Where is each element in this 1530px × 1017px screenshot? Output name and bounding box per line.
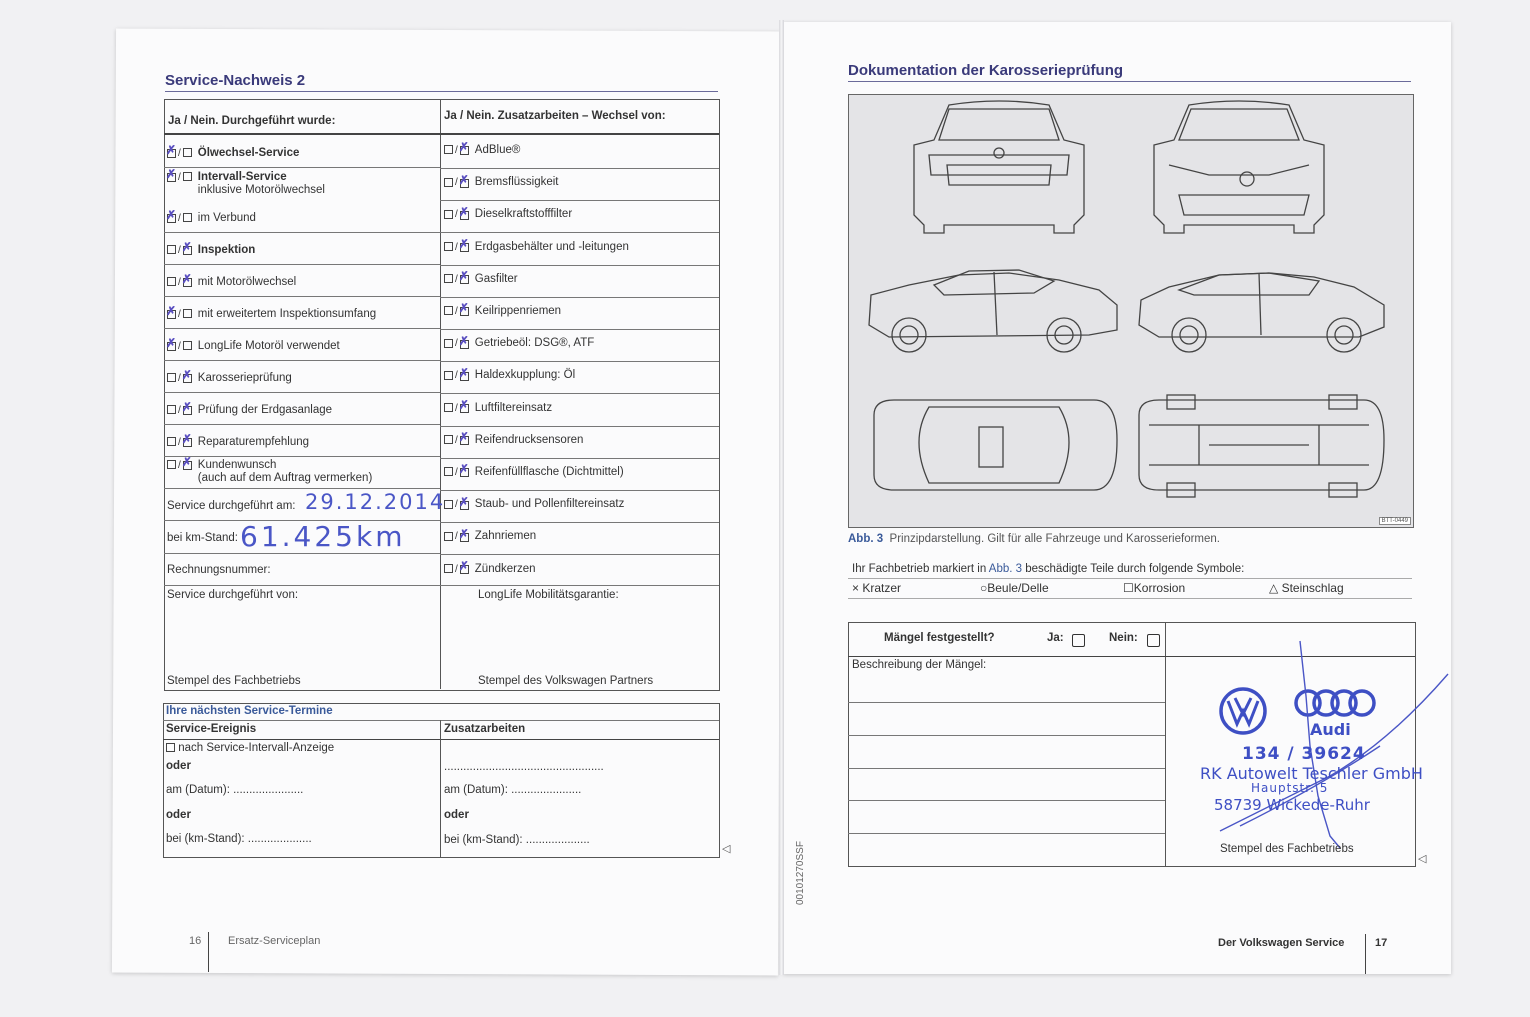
ja-checkbox[interactable] bbox=[444, 371, 453, 380]
ja-checkbox[interactable] bbox=[444, 532, 453, 541]
side-code: 00101270SSF bbox=[795, 841, 806, 905]
beschreibung-label: Beschreibung der Mängel: bbox=[852, 659, 987, 671]
right-row-label: Keilrippenriemen bbox=[474, 305, 562, 317]
car-diagram bbox=[848, 94, 1414, 528]
left-row: /✗ mit Motorölwechsel bbox=[167, 276, 296, 289]
nein-checkbox[interactable] bbox=[1147, 634, 1160, 647]
ja-checkbox[interactable] bbox=[444, 435, 453, 444]
right-row-label: Zündkerzen bbox=[474, 562, 536, 575]
stamp-street: Hauptstr. 5 bbox=[1251, 781, 1329, 795]
right-row-label: AdBlue® bbox=[474, 144, 521, 156]
invoice-label: Rechnungsnummer: bbox=[167, 564, 271, 576]
left-row: ✗/ mit erweitertem Inspektionsumfang bbox=[167, 308, 376, 321]
caption-ref: Abb. 3 bbox=[848, 533, 884, 545]
next-date-right: am (Datum): ...................... bbox=[444, 784, 582, 796]
left-row: /✗ Kundenwunsch (auch auf dem Auftrag vermerken) bbox=[167, 459, 372, 485]
nein-checkbox[interactable] bbox=[460, 500, 469, 509]
ja-checkbox[interactable] bbox=[167, 341, 176, 350]
right-row-label: Gasfilter bbox=[474, 272, 518, 285]
right-row: /✗ Keilrippenriemen bbox=[444, 305, 561, 317]
nein-checkbox[interactable] bbox=[460, 339, 469, 348]
nein-checkbox[interactable] bbox=[460, 274, 469, 283]
nein-checkbox[interactable] bbox=[460, 371, 469, 380]
left-row-label: Prüfung der Erdgasanlage bbox=[197, 404, 333, 416]
service-date-label: Service durchgeführt am: bbox=[167, 500, 296, 512]
ja-checkbox[interactable] bbox=[167, 460, 176, 469]
nein-checkbox[interactable] bbox=[183, 172, 192, 181]
ja-checkbox[interactable] bbox=[167, 373, 176, 382]
nein-checkbox[interactable] bbox=[183, 213, 192, 222]
next-date-left: am (Datum): ...................... bbox=[166, 784, 304, 796]
left-row-label: mit erweitertem Inspektionsumfang bbox=[197, 308, 377, 320]
ja-checkbox[interactable] bbox=[444, 210, 453, 219]
title-rule bbox=[165, 91, 718, 92]
right-row: /✗ Gasfilter bbox=[444, 273, 518, 285]
symbol-beule: ○Beule/Delle bbox=[980, 581, 1049, 595]
right-row-label: Haldexkupplung: Öl bbox=[474, 369, 576, 382]
left-row-label: Inspektion bbox=[197, 244, 256, 256]
right-row: /✗ Reifendrucksensoren bbox=[444, 434, 583, 446]
ja-checkbox[interactable] bbox=[444, 403, 453, 412]
left-footer-title: Ersatz-Serviceplan bbox=[228, 935, 321, 947]
stamp-label: Stempel des Fachbetriebs bbox=[1220, 843, 1354, 855]
km-handwritten: 61.425km bbox=[240, 520, 406, 553]
figure-caption bbox=[848, 533, 1220, 545]
nein-checkbox[interactable] bbox=[183, 341, 192, 350]
right-footer-title: Der Volkswagen Service bbox=[1218, 937, 1345, 949]
next-interval-item: nach Service-Intervall-Anzeige bbox=[166, 742, 334, 754]
ja-label: Ja: bbox=[1047, 632, 1064, 644]
left-row-label: Intervall-Service inklusive Motorölwechsel bbox=[197, 171, 325, 196]
oder-3: oder bbox=[444, 809, 469, 821]
partner-stamp-label: Stempel des Volkswagen Partners bbox=[478, 675, 654, 687]
ja-checkbox[interactable] bbox=[167, 245, 176, 254]
nein-checkbox[interactable] bbox=[183, 148, 192, 157]
symbol-steinschlag: △ Steinschlag bbox=[1269, 581, 1344, 595]
left-row-label: Karosserieprüfung bbox=[197, 372, 292, 384]
next-service-title: Ihre nächsten Service-Termine bbox=[166, 705, 333, 717]
right-row: /✗ AdBlue® bbox=[444, 144, 520, 156]
symbol-korrosion: ☐Korrosion bbox=[1123, 581, 1186, 595]
mobility-label: LongLife Mobilitätsgarantie: bbox=[478, 589, 619, 601]
oder-1: oder bbox=[166, 760, 191, 772]
right-row-label: Reifenfüllflasche (Dichtmittel) bbox=[474, 466, 624, 478]
nein-checkbox[interactable] bbox=[460, 467, 469, 476]
col1-header: Ja / Nein. Durchgeführt wurde: bbox=[168, 115, 336, 127]
ja-checkbox[interactable] bbox=[444, 145, 453, 154]
nein-checkbox[interactable] bbox=[183, 437, 192, 446]
ja-checkbox[interactable] bbox=[444, 564, 453, 573]
next-km-left: bei (km-Stand): .................... bbox=[166, 833, 312, 845]
col2-header: Ja / Nein. Zusatzarbeiten – Wechsel von: bbox=[444, 110, 666, 122]
left-row-label: mit Motorölwechsel bbox=[197, 276, 297, 288]
checkbox[interactable] bbox=[166, 743, 175, 752]
left-row-label: Ölwechsel-Service bbox=[197, 147, 300, 159]
maengel-label: Mängel festgestellt? bbox=[884, 632, 995, 644]
dotted-line: .................................................. bbox=[444, 761, 604, 773]
right-row: /✗ Zündkerzen bbox=[444, 563, 536, 575]
performed-by-label: Service durchgeführt von: bbox=[167, 589, 299, 601]
ja-checkbox[interactable] bbox=[167, 437, 176, 446]
km-label: bei km-Stand: bbox=[167, 532, 238, 544]
right-row-label: Zahnriemen bbox=[474, 530, 537, 543]
right-row-label: Staub- und Pollenfiltereinsatz bbox=[474, 498, 625, 511]
left-page-title: Service-Nachweis 2 bbox=[165, 72, 306, 89]
dealer-stamp-label: Stempel des Fachbetriebs bbox=[167, 675, 301, 687]
nein-checkbox[interactable] bbox=[460, 564, 469, 573]
left-row: ✗/ im Verbund bbox=[167, 212, 256, 225]
right-row: /✗ Reifenfüllflasche (Dichtmittel) bbox=[444, 466, 624, 478]
left-row-label: Reparaturempfehlung bbox=[197, 436, 310, 448]
nein-checkbox[interactable] bbox=[460, 242, 469, 251]
symbol-kratzer: × Kratzer bbox=[852, 581, 902, 595]
next-col2-header: Zusatzarbeiten bbox=[444, 723, 526, 735]
left-row: ✗/ Ölwechsel-Service bbox=[167, 147, 299, 160]
right-row: /✗ Staub- und Pollenfiltereinsatz bbox=[444, 498, 624, 510]
figure-code: BTT-0449 bbox=[1379, 517, 1411, 525]
ja-checkbox[interactable] bbox=[444, 274, 453, 283]
right-row-label: Getriebeöl: DSG®, ATF bbox=[474, 337, 595, 350]
ja-checkbox[interactable] bbox=[167, 309, 176, 318]
right-row-label: Dieselkraftstofffilter bbox=[474, 208, 573, 221]
stamp-number: 134 / 39624 bbox=[1242, 744, 1366, 764]
next-km-right: bei (km-Stand): .................... bbox=[444, 834, 590, 846]
right-row: /✗ Getriebeöl: DSG®, ATF bbox=[444, 337, 594, 349]
ja-checkbox[interactable] bbox=[444, 242, 453, 251]
stamp-city: 58739 Wickede-Ruhr bbox=[1214, 796, 1370, 814]
nein-checkbox[interactable] bbox=[460, 532, 469, 541]
nein-checkbox[interactable] bbox=[460, 435, 469, 444]
left-row-label: LongLife Motoröl verwendet bbox=[197, 340, 340, 352]
triangle-icon: △ bbox=[1269, 581, 1279, 595]
right-row: /✗ Dieselkraftstofffilter bbox=[444, 208, 572, 220]
left-row: /✗ Karosserieprüfung bbox=[167, 372, 292, 385]
nein-checkbox[interactable] bbox=[460, 306, 469, 315]
left-row: /✗ Reparaturempfehlung bbox=[167, 436, 309, 449]
right-row: /✗ Luftfiltereinsatz bbox=[444, 402, 552, 414]
nein-checkbox[interactable] bbox=[183, 460, 192, 469]
right-row: /✗ Erdgasbehälter und -leitungen bbox=[444, 241, 629, 253]
right-row-label: Reifendrucksensoren bbox=[474, 433, 584, 446]
next-col1-header: Service-Ereignis bbox=[166, 723, 257, 735]
right-row: /✗ Haldexkupplung: Öl bbox=[444, 369, 575, 381]
ja-checkbox[interactable] bbox=[444, 339, 453, 348]
square-icon: ☐ bbox=[1123, 581, 1134, 595]
nein-checkbox[interactable] bbox=[460, 210, 469, 219]
ja-checkbox[interactable] bbox=[444, 467, 453, 476]
book-spine bbox=[779, 20, 784, 975]
car-outlines bbox=[849, 95, 1413, 527]
nein-checkbox[interactable] bbox=[183, 373, 192, 382]
circle-icon: ○ bbox=[980, 581, 988, 595]
oder-2: oder bbox=[166, 809, 191, 821]
cross-icon: × bbox=[852, 581, 860, 595]
right-row-label: Luftfiltereinsatz bbox=[474, 401, 553, 414]
nein-checkbox[interactable] bbox=[460, 403, 469, 412]
nein-checkbox[interactable] bbox=[183, 309, 192, 318]
ja-checkbox[interactable] bbox=[444, 178, 453, 187]
right-row-label: Erdgasbehälter und -leitungen bbox=[474, 240, 629, 253]
continue-arrow-icon: ◁ bbox=[1418, 853, 1427, 865]
ja-checkbox[interactable] bbox=[167, 172, 176, 181]
ja-checkbox[interactable] bbox=[444, 500, 453, 509]
nein-checkbox[interactable] bbox=[183, 405, 192, 414]
instruction-text: Ihr Fachbetrieb markiert in Abb. 3 beschädigte Teile durch folgende Symbole: bbox=[852, 563, 1245, 575]
left-row: /✗ Prüfung der Erdgasanlage bbox=[167, 404, 332, 417]
left-page-number: 16 bbox=[189, 935, 202, 947]
left-row: ✗/ LongLife Motoröl verwendet bbox=[167, 340, 340, 353]
stamp-brand: Audi bbox=[1310, 720, 1351, 739]
service-date-handwritten: 29.12.2014 bbox=[305, 490, 446, 514]
right-page-number: 17 bbox=[1375, 937, 1388, 949]
ja-checkbox[interactable] bbox=[167, 213, 176, 222]
left-row: ✗/ Intervall-Service inklusive Motorölwechsel bbox=[167, 171, 325, 197]
right-row: /✗ Zahnriemen bbox=[444, 530, 536, 542]
ja-checkbox[interactable] bbox=[167, 405, 176, 414]
nein-label: Nein: bbox=[1109, 632, 1138, 644]
stamp-company: RK Autowelt Teschler GmbH bbox=[1200, 764, 1423, 783]
nein-checkbox[interactable] bbox=[460, 178, 469, 187]
left-row-label: im Verbund bbox=[197, 212, 256, 224]
nein-checkbox[interactable] bbox=[183, 277, 192, 286]
right-row-label: Bremsflüssigkeit bbox=[474, 176, 559, 189]
right-row: /✗ Bremsflüssigkeit bbox=[444, 176, 559, 188]
ja-checkbox[interactable] bbox=[444, 306, 453, 315]
ja-checkbox[interactable] bbox=[167, 277, 176, 286]
continue-arrow-icon: ◁ bbox=[722, 843, 731, 855]
nein-checkbox[interactable] bbox=[183, 245, 192, 254]
caption-text: Prinzipdarstellung. Gilt für alle Fahrzeuge und Karosserieformen. bbox=[889, 533, 1220, 545]
left-row: /✗ Inspektion bbox=[167, 244, 255, 257]
left-row-label: Kundenwunsch (auch auf dem Auftrag vermerken) bbox=[197, 459, 373, 484]
right-page-title: Dokumentation der Karosserieprüfung bbox=[848, 62, 1124, 79]
ja-checkbox[interactable] bbox=[167, 148, 176, 157]
nein-checkbox[interactable] bbox=[460, 145, 469, 154]
ja-checkbox[interactable] bbox=[1072, 634, 1085, 647]
